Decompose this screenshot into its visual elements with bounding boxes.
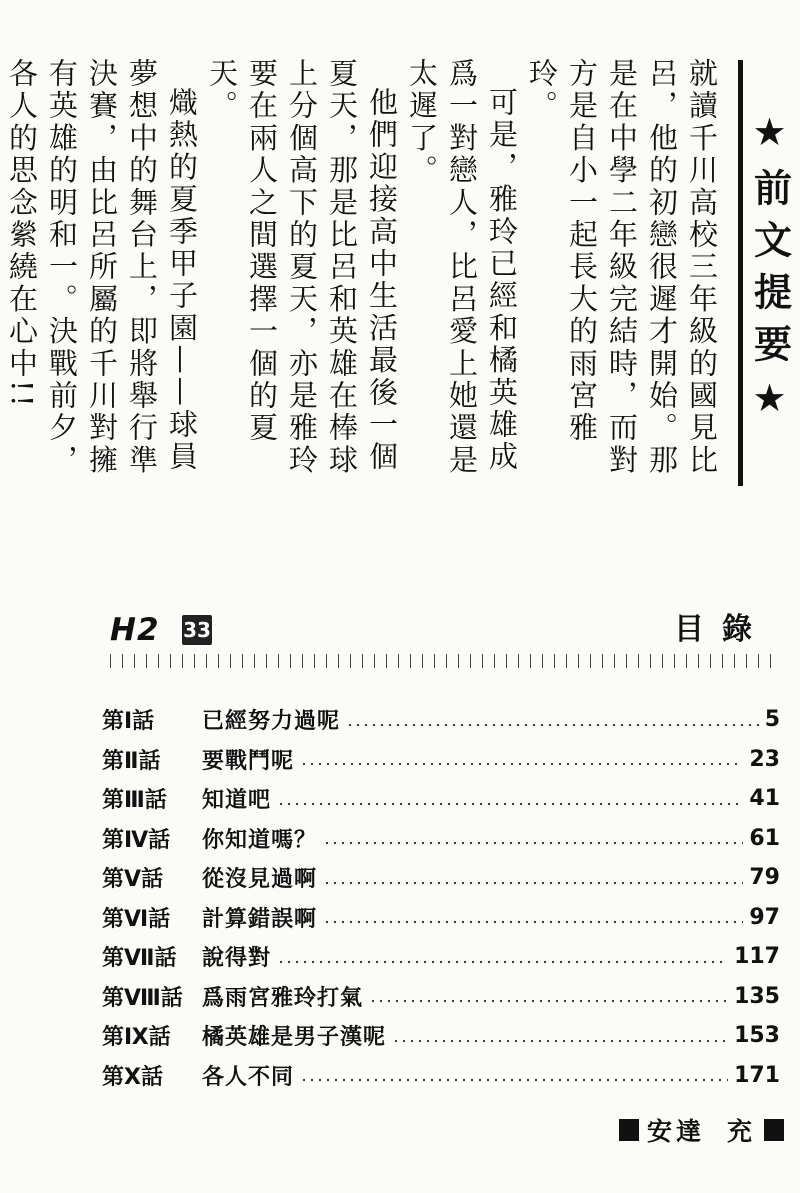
toc-row-2[interactable] (102, 740, 780, 780)
episode-number: 第Ⅰ話 (102, 709, 155, 735)
page-number: 23 (749, 746, 780, 772)
synopsis-heading: ★前文提要★ (747, 110, 792, 434)
leader-dots (346, 723, 759, 727)
leader-dots (300, 762, 743, 766)
page-number: 5 (764, 707, 780, 733)
leader-dots (300, 1078, 728, 1082)
page-number: 61 (749, 825, 780, 851)
leader-dots (277, 802, 743, 806)
episode-title: 你知道嗎？ (202, 827, 318, 853)
black-block-left (619, 1119, 639, 1141)
toc-row-4[interactable] (102, 819, 780, 859)
episode-title: 爲雨宮雅玲打氣 (202, 985, 364, 1011)
toc-row-10[interactable] (102, 1056, 780, 1096)
leader-dots (323, 920, 743, 924)
toc-row-8[interactable] (102, 977, 780, 1017)
page-number: 153 (734, 1023, 780, 1049)
leader-dots (392, 1039, 728, 1043)
episode-title: 已經努力過呢 (202, 709, 341, 735)
episode-number: 第Ⅱ話 (102, 748, 161, 774)
synopsis-body (5, 58, 722, 498)
toc-row-9[interactable] (102, 1016, 780, 1056)
episode-title: 各人不同 (202, 1064, 295, 1090)
toc-title: 目錄 (674, 612, 770, 647)
author-name (647, 1112, 756, 1148)
synopsis-paragraph-4: 熾熱的夏季甲子園——球員夢想中的舞台上，即將舉行準決賽，由比呂所屬的千川對擁有英雄的明和一。決戰前夕，各人的思念縈繞在心中!! (5, 58, 199, 477)
toc-row-1[interactable] (102, 700, 780, 740)
author-given-name: 安達 (646, 1117, 705, 1146)
divider-ruler (110, 654, 772, 668)
episode-title: 要戰鬥呢 (202, 748, 295, 774)
toc-row-5[interactable] (102, 858, 780, 898)
leader-dots (277, 960, 728, 964)
toc-row-6[interactable] (102, 898, 780, 938)
leader-dots (323, 881, 743, 885)
toc-row-7[interactable] (102, 937, 780, 977)
author-family-name: 充 (726, 1117, 756, 1146)
episode-number: 第Ⅳ話 (102, 827, 171, 853)
page-number: 79 (749, 865, 780, 891)
episode-number: 第Ⅶ話 (102, 946, 177, 972)
synopsis-paragraph-3: 他們迎接高中生活最後一個夏天，那是比呂和英雄在棒球上分個高下的夏天，亦是雅玲要在兩人之間選擇一個的夏天。 (205, 58, 399, 477)
toc-list (102, 700, 780, 1095)
episode-title: 從沒見過啊 (202, 867, 318, 893)
page-number: 171 (734, 1062, 780, 1088)
episode-title: 說得對 (202, 946, 272, 972)
page-number: 41 (749, 786, 780, 812)
episode-number: 第Ⅹ話 (102, 1064, 163, 1090)
episode-title: 橘英雄是男子漢呢 (202, 1025, 387, 1051)
page-number: 97 (749, 904, 780, 930)
series-logo: H2 (110, 612, 160, 648)
episode-number: 第Ⅸ話 (102, 1025, 171, 1051)
page-number: 135 (734, 983, 780, 1009)
episode-number: 第Ⅷ話 (102, 985, 183, 1011)
volume-badge: 33 (182, 615, 212, 645)
synopsis-paragraph-1: 就讀千川高校三年級的國見比呂，他的初戀很遲才開始。那是在中學二年級完結時，而對方是自小一起長大的雨宮雅玲。 (525, 58, 719, 477)
episode-number: 第Ⅵ話 (102, 906, 171, 932)
episode-number: 第Ⅴ話 (102, 867, 164, 893)
leader-dots (323, 841, 743, 845)
black-block-right (764, 1119, 784, 1141)
page-number: 117 (734, 944, 780, 970)
episode-title: 計算錯誤啊 (202, 906, 318, 932)
toc-row-3[interactable] (102, 779, 780, 819)
episode-number: 第Ⅲ話 (102, 788, 167, 814)
synopsis-paragraph-2: 可是，雅玲已經和橘英雄成爲一對戀人，比呂愛上她還是太遲了。 (405, 58, 519, 477)
toc-header (110, 610, 770, 650)
author-credit (619, 1112, 784, 1148)
synopsis-heading-box (738, 60, 796, 486)
leader-dots (369, 999, 728, 1003)
episode-title: 知道吧 (202, 788, 272, 814)
